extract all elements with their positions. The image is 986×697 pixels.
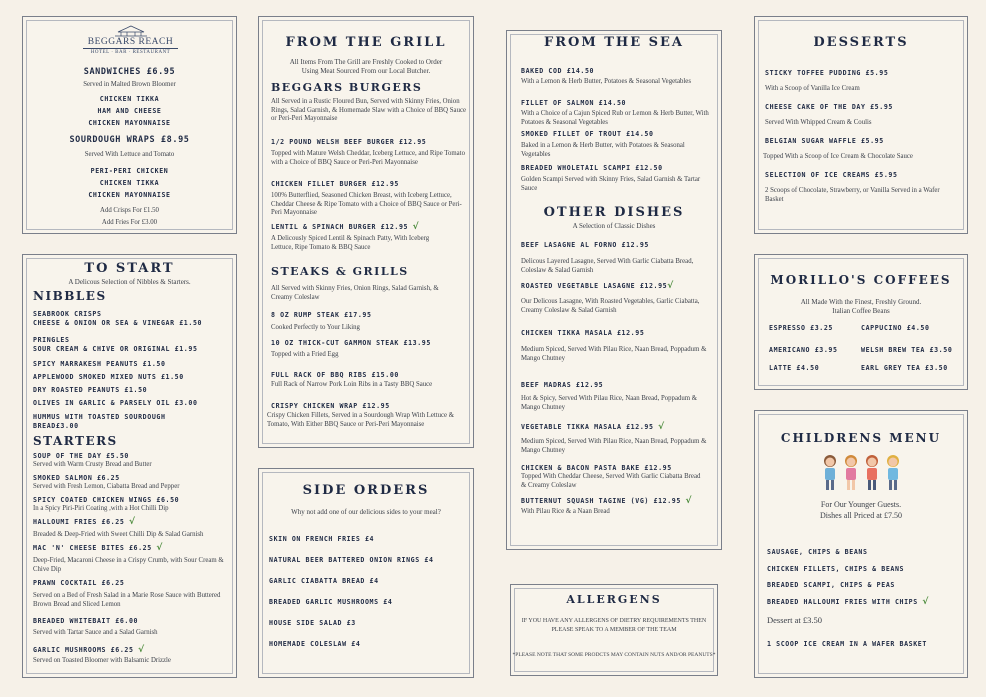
coffee-item: CAPPUCINO £4.50 [861,324,930,332]
to-start-sub: A Delicous Selection of Nibbles & Starters. [68,278,191,286]
to-start-title: TO START [84,261,175,276]
starter-name: BREADED WHITEBAIT £6.00 [33,617,139,625]
wrap-item: CHICKEN TIKKA [99,179,160,187]
starter-name: SPICY COATED CHICKEN WINGS £6.50 [33,496,180,504]
logo-tagline: HOTEL · BAR · RESTAURANT [90,50,171,55]
steaks-title: STEAKS & GRILLS [271,265,409,278]
other-dish-name [521,281,674,291]
other-dish-desc: Medium Spiced, Served With Pilau Rice, Naan Bread, Poppadum & Mango Chutney [521,346,707,362]
wrap-item: PERI-PERI CHICKEN [90,167,169,175]
nibble-item: CHEESE & ONION OR SEA & VINEGAR £1.50 [33,319,203,327]
childrens-sub-2: Dishes all Priced at £7.50 [820,511,902,520]
side-item: HOUSE SIDE SALAD £3 [269,619,356,627]
desserts-panel [754,16,968,234]
wraps-title: SOURDOUGH WRAPS £8.95 [69,135,190,145]
starter-desc: Breaded & Deep-Fried with Sweet Chilli Dip & Salad Garnish [33,531,204,538]
childrens-sub-1: For Our Younger Guests. [820,500,902,509]
addon-crisps: Add Crisps For £1.50 [100,207,159,214]
vegetarian-icon: √ [128,517,136,527]
starter-desc: Served on Toasted Bloomer with Balsamic Drizzle [33,657,171,664]
starter-desc: Served with Fresh Lemon, Ciabatta Bread and Pepper [33,483,180,490]
childrens-item: BREADED SCAMPI, CHIPS & PEAS [767,581,895,589]
dessert-desc: Topped With a Scoop of Ice Cream & Chocolate Sauce [763,153,913,160]
nibble-item: SOUR CREAM & CHIVE OR ORIGINAL £1.95 [33,345,198,353]
sea-item-desc: With a Lemon & Herb Butter, Potatoes & Seasonal Vegetables [521,78,691,85]
dessert-desc: Served With Whipped Cream & Coulis [765,119,872,126]
nibble-item: HUMMUS WITH TOASTED SOURDOUGH [33,413,166,421]
other-dish-name-text: BUTTERNUT SQUASH TAGINE (VG) £12.95 [521,497,681,505]
sandwich-item: HAM AND CHEESE [97,107,162,115]
addon-fries: Add Fries For £3.00 [101,219,158,226]
sea-item-desc: Golden Scampi Served with Skinny Fries, Salad Garnish & Tartar Sauce [521,176,701,192]
vegetarian-icon: √ [156,543,164,553]
childrens-item: CHICKEN FILLETS, CHIPS & BEANS [767,565,905,573]
other-dish-desc: Medium Spiced, Served With Pilau Rice, Naan Bread, Poppadum & Mango Chutney [521,438,707,454]
childrens-item: SAUSAGE, CHIPS & BEANS [767,548,868,556]
other-dish-name: CHICKEN & BACON PASTA BAKE £12.95 [521,464,672,472]
other-dish-desc: Our Delicous Lasagne, With Roasted Vegetables, Garlic Ciabatta, Creamy Coleslaw & Salad Garnish [521,298,700,314]
sandwich-item: CHICKEN MAYONNAISE [88,119,171,127]
starters-title: STARTERS [33,434,118,448]
steak-desc: Full Rack of Narrow Pork Loin Ribs in a Tasty BBQ Sauce [271,381,433,388]
coffee-item: WELSH BREW TEA £3.50 [861,346,953,354]
other-dish-name: BEEF LASAGNE AL FORNO £12.95 [521,241,649,249]
other-dish-name: CHICKEN TIKKA MASALA £12.95 [521,329,645,337]
steak-desc: Topped with a Fried Egg [271,351,339,358]
sea-item-desc: With a Choice of a Cajun Spiced Rub or Lemon & Herb Butter, With Potatoes & Seasonal Vegetables [521,110,709,126]
steak-name: 8 OZ RUMP STEAK £17.95 [271,311,372,319]
dessert-name: STICKY TOFFEE PUDDING £5.95 [765,69,889,77]
childrens-item-text: BREADED HALLOUMI FRIES WITH CHIPS [767,598,918,606]
grill-intro-2: Using Meat Sourced From our Local Butcher. [301,67,431,75]
dessert-desc: With a Scoop of Vanilla Ice Cream [765,85,860,92]
other-dish-desc: With Pilau Rice & a Naan Bread [521,508,610,515]
sea-panel [506,30,722,550]
logo [83,25,178,67]
sea-title: FROM THE SEA [543,35,685,50]
steak-name: 10 OZ THICK-CUT GAMMON STEAK £13.95 [271,339,431,347]
vegetarian-icon: √ [138,645,145,655]
side-orders-title: SIDE ORDERS [302,483,430,498]
starter-desc: Served with Warm Crusty Bread and Butter [33,461,152,468]
sea-item-name: BAKED COD £14.50 [521,67,595,75]
side-orders-panel [258,468,474,678]
childrens-panel [754,410,968,678]
sea-item-name: SMOKED FILLET OF TROUT £14.50 [521,130,654,138]
allergens-note: *PLEASE NOTE THAT SOME PRODCTS MAY CONTAIN NUTS AND/OR PEANUTS* [512,652,716,658]
nibble-item: SPICY MARRAKESH PEANUTS £1.50 [33,360,166,368]
side-item: SKIN ON FRENCH FRIES £4 [269,535,375,543]
sandwiches-desc: Served in Malted Brown Bloomer [83,81,176,88]
vegetarian-icon: √ [667,281,674,291]
side-item: NATURAL BEER BATTERED ONION RINGS £4 [269,556,434,564]
childrens-item [767,597,929,607]
dessert-name: CHEESE CAKE OF THE DAY £5.95 [765,103,893,111]
other-dish-desc: Hot & Spicy, Served With Pilau Rice, Naan Bread, Poppadum & Mango Chutney [521,395,698,411]
other-dish-name [521,422,665,432]
nibble-item: PRINGLES [33,336,70,344]
burger-desc: 100% Butterflied, Seasoned Chicken Breast, with Iceberg Lettuce, Cheddar Cheese & Ripe Tomato with a Choice of BBQ Sauce or Peri-Peri Mayonnaise [271,192,462,217]
burger-desc: A Delicously Spiced Lentil & Spinach Patty, With Iceberg Lettuce, Ripe Tomato & BBQ Sauce [271,235,430,251]
wraps-desc: Served With Lettuce and Tomato [84,151,175,158]
nibble-item: SEABROOK CRISPS [33,310,102,318]
starter-desc: Served with Tartar Sauce and a Salad Garnish [33,629,158,636]
burger-name: 1/2 POUND WELSH BEEF BURGER £12.95 [271,138,427,146]
sandwiches-panel [22,16,237,234]
allergens-panel [510,584,718,676]
grill-intro-1: All Items From The Grill are Freshly Cooked to Order [289,58,443,66]
dessert-desc: 2 Scoops of Chocolate, Strawberry, or Vanilla Served in a Wafer Basket [765,187,940,203]
childrens-title: CHILDRENS MENU [780,431,942,445]
other-dishes-sub: A Selection of Classic Dishes [572,222,656,230]
coffee-item: EARL GREY TEA £3.50 [861,364,948,372]
burger-desc: Topped with Mature Welsh Cheddar, Iceberg Lettuce, and Ripe Tomato with a Choice of BBQ Sauce or Peri-Peri Mayonnaise [271,150,465,166]
nibble-item: BREAD£3.00 [33,422,79,430]
allergens-line-2: PLEASE SPEAK TO A MEMBER OF THE TEAM [551,627,677,633]
other-dish-name-text: VEGETABLE TIKKA MASALA £12.95 [521,423,654,431]
side-item: BREADED GARLIC MUSHROOMS £4 [269,598,393,606]
coffees-sub-2: Italian Coffee Beans [832,307,890,315]
logo-building-icon [111,25,151,37]
other-dishes-title: OTHER DISHES [543,205,685,220]
grill-panel [258,16,474,448]
starter-name-text: GARLIC MUSHROOMS £6.25 [33,646,134,654]
childrens-dessert: Dessert at £3.50 [767,615,823,625]
vegetarian-icon: √ [412,222,420,232]
burgers-desc: All Served in a Rustic Floured Bun, Served with Skinny Fries, Onion Rings, Salad Garnish, & Homemade Slaw with a Choice of BBQ Sauce or Peri-Peri Mayonnaise [271,98,467,123]
nibbles-title: NIBBLES [33,289,107,303]
other-dish-desc: Topped With Cheddar Cheese, Served With Garlic Ciabatta Bread & Creamy Coleslaw [521,473,701,489]
coffees-sub-1: All Made With the Finest, Freshly Ground. [800,298,922,306]
starter-name-text: MAC 'N' CHEESE BITES £6.25 [33,544,152,552]
to-start-panel [22,254,237,678]
starter-name [33,645,145,655]
starter-desc: Served on a Bed of Fresh Salad in a Marie Rose Sauce with Buttered Brown Bread and Sliced Lemon [33,592,221,608]
burger-name-text: LENTIL & SPINACH BURGER £12.95 [271,223,409,231]
vegetarian-icon: √ [922,597,929,607]
starter-name [33,517,136,527]
side-item: GARLIC CIABATTA BREAD £4 [269,577,379,585]
vegetarian-icon: √ [685,496,693,506]
steak-desc: Cooked Perfectly to Your Liking [271,324,360,331]
steak-desc: Crispy Chicken Fillets, Served in a Sourdough Wrap With Lettuce & Tomato, With Either BBQ Sauce or Peri-Peri Mayonnaise [267,412,455,428]
coffees-title: MORILLO'S COFFEES [770,273,952,287]
steak-name: CRISPY CHICKEN WRAP £12.95 [271,402,390,410]
steaks-desc: All Served with Skinny Fries, Onion Rings, Salad Garnish, & Creamy Coleslaw [271,285,439,301]
children-illustration-icon [819,453,905,493]
dessert-name: BELGIAN SUGAR WAFFLE £5.95 [765,137,884,145]
sandwich-item: CHICKEN TIKKA [99,95,160,103]
side-orders-sub: Why not add one of our delicious sides to your meal? [291,508,441,516]
desserts-title: DESSERTS [813,35,909,50]
sea-item-desc: Baked in a Lemon & Herb Butter, with Potatoes & Seasonal Vegetables [521,142,685,158]
starter-name: SOUP OF THE DAY £5.50 [33,452,129,460]
starter-desc: In a Spicy Piri-Piri Coating ,with a Hot Chilli Dip [33,505,169,512]
coffees-panel [754,254,968,390]
grill-title: FROM THE GRILL [285,35,447,50]
other-dish-name-text: ROASTED VEGETABLE LASAGNE £12.95 [521,282,668,290]
burgers-title: BEGGARS BURGERS [271,81,423,94]
side-item: HOMEMADE COLESLAW £4 [269,640,361,648]
coffee-item: LATTE £4.50 [769,364,820,372]
childrens-ice-cream: 1 SCOOP ICE CREAM IN A WAFER BASKET [767,640,927,648]
starter-name-text: HALLOUMI FRIES £6.25 [33,518,125,526]
other-dish-desc: Delicous Layered Lasagne, Served With Garlic Ciabatta Bread, Coleslaw & Salad Garnish [521,258,694,274]
nibble-item: OLIVES IN GARLIC & PARSELY OIL £3.00 [33,399,198,407]
vegetarian-icon: √ [658,422,665,432]
nibble-item: DRY ROASTED PEANUTS £1.50 [33,386,148,394]
starter-name: SMOKED SALMON £6.25 [33,474,120,482]
starter-desc: Deep-Fried, Macaroni Cheese in a Crispy Crumb, with Sour Cream & Chive Dip [33,557,224,573]
burger-name [271,222,419,232]
dessert-name: SELECTION OF ICE CREAMS £5.95 [765,171,898,179]
starter-name [33,543,163,553]
sea-item-name: BREADED WHOLETAIL SCAMPI £12.50 [521,164,663,172]
coffee-item: AMERICANO £3.95 [769,346,838,354]
coffee-item: ESPRESSO £3.25 [769,324,833,332]
allergens-title: ALLERGENS [566,593,662,606]
burger-name: CHICKEN FILLET BURGER £12.95 [271,180,399,188]
logo-name: BEGGARS REACH [83,37,178,49]
other-dish-name: BEEF MADRAS £12.95 [521,381,604,389]
nibble-item: APPLEWOOD SMOKED MIXED NUTS £1.50 [33,373,184,381]
sea-item-name: FILLET OF SALMON £14.50 [521,99,627,107]
wrap-item: CHICKEN MAYONNAISE [88,191,171,199]
allergens-line-1: IF YOU HAVE ANY ALLERGENS OF DIETRY REQUIREMENTS THEN [521,618,707,624]
starter-name: PRAWN COCKTAIL £6.25 [33,579,125,587]
sandwiches-title: SANDWICHES £6.95 [83,67,176,77]
other-dish-name [521,496,692,506]
steak-name: FULL RACK OF BBQ RIBS £15.00 [271,371,399,379]
